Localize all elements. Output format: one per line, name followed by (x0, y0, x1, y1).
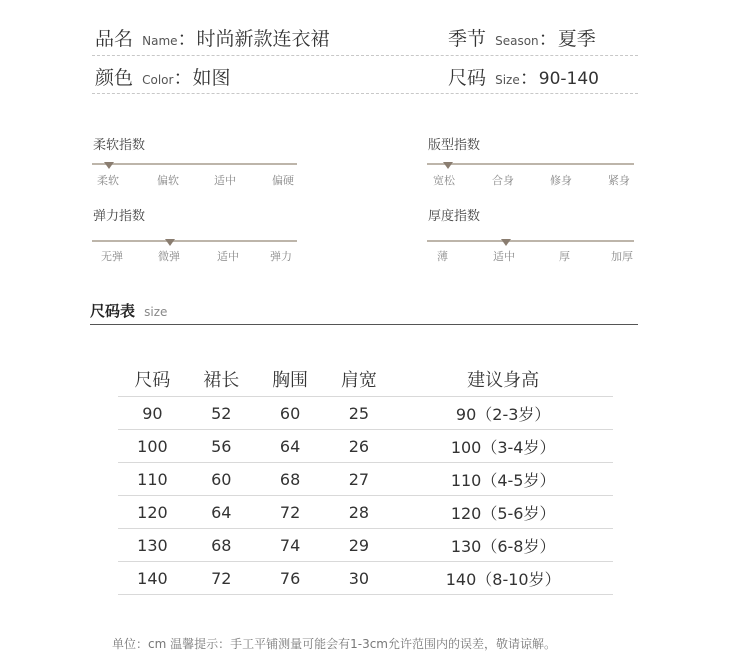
table-cell: 28 (324, 496, 393, 529)
table-cell: 25 (324, 397, 393, 430)
fit-tick: 修身 (550, 174, 572, 187)
color-row: 颜色 Color：如图 (95, 67, 231, 89)
fit-tick: 合身 (492, 174, 514, 187)
product-name-label: 品名 (95, 28, 134, 50)
table-row (118, 430, 613, 463)
table-cell: 26 (324, 430, 393, 463)
elasticity-index-title: 弹力指数 (93, 209, 146, 224)
elasticity-tick: 无弹 (101, 250, 123, 263)
season-value: 夏季 (557, 28, 596, 50)
table-cell: 27 (324, 463, 393, 496)
table-cell: 76 (256, 562, 325, 595)
color-label: 颜色 (95, 67, 134, 89)
size-label-en: Size (495, 73, 520, 87)
table-cell: 29 (324, 529, 393, 562)
table-cell: 110 (118, 463, 187, 496)
table-cell: 64 (187, 496, 256, 529)
thickness-tick: 加厚 (611, 250, 633, 263)
column-header: 肩宽 (340, 370, 377, 391)
table-cell: 90 (118, 397, 187, 430)
table-row (118, 496, 613, 529)
table-cell: 120 (118, 496, 187, 529)
table-header-row (118, 362, 613, 397)
fit-scale-line (427, 163, 634, 165)
elasticity-marker (165, 239, 175, 246)
size-value: 90-140 (538, 69, 599, 89)
thickness-tick: 厚 (559, 250, 570, 263)
table-cell: 60 (187, 463, 256, 496)
thickness-marker (501, 239, 511, 246)
table-cell: 90（2-3岁） (393, 397, 613, 430)
elasticity-tick: 弹力 (270, 250, 292, 263)
table-cell: 52 (187, 397, 256, 430)
size-chart-subtitle: size (144, 305, 168, 319)
table-row (118, 397, 613, 430)
table-cell: 30 (324, 562, 393, 595)
table-cell: 64 (256, 430, 325, 463)
softness-scale-line (92, 163, 297, 165)
table-cell: 130（6-8岁） (393, 529, 613, 562)
table-row (118, 529, 613, 562)
table-cell: 60 (256, 397, 325, 430)
column-header: 建议身高 (467, 370, 540, 391)
fit-tick: 紧身 (608, 174, 630, 187)
elasticity-tick: 适中 (217, 250, 239, 263)
fit-tick: 宽松 (433, 174, 455, 187)
thickness-index-title: 厚度指数 (428, 209, 481, 224)
size-row: 尺码 Size：90-140 (448, 67, 599, 89)
softness-tick: 适中 (214, 174, 236, 187)
product-name-value: 时尚新款连衣裙 (196, 28, 330, 50)
table-cell: 68 (256, 463, 325, 496)
softness-tick: 偏软 (157, 174, 179, 187)
softness-index-title: 柔软指数 (93, 138, 146, 153)
thickness-tick: 薄 (437, 250, 448, 263)
table-cell: 74 (256, 529, 325, 562)
column-header: 胸围 (272, 370, 309, 391)
fit-marker (443, 162, 453, 169)
product-name-row: 品名 Name：时尚新款连衣裙 (95, 28, 330, 50)
size-label: 尺码 (448, 67, 487, 89)
softness-tick: 柔软 (97, 174, 119, 187)
elasticity-tick: 微弹 (158, 250, 180, 263)
softness-tick: 偏硬 (272, 174, 294, 187)
table-cell: 72 (187, 562, 256, 595)
table-cell: 72 (256, 496, 325, 529)
table-cell: 120（5-6岁） (393, 496, 613, 529)
elasticity-scale-line (92, 240, 297, 242)
table-row (118, 562, 613, 595)
color-value: 如图 (192, 67, 231, 89)
divider (92, 55, 638, 56)
section-divider (90, 324, 638, 325)
size-chart-title: 尺码表 (90, 302, 136, 320)
softness-marker (104, 162, 114, 169)
season-label-en: Season (495, 34, 539, 48)
size-chart-heading (90, 300, 167, 321)
column-header: 尺码 (134, 370, 171, 391)
fit-index-title: 版型指数 (428, 138, 481, 153)
measurement-note: 单位：cm 温馨提示：手工平铺测量可能会有1-3cm允许范围内的误差，敬请谅解。 (112, 637, 556, 651)
thickness-scale-line (427, 240, 634, 242)
table-cell: 56 (187, 430, 256, 463)
color-label-en: Color (142, 73, 174, 87)
divider (92, 93, 638, 94)
season-row: 季节 Season：夏季 (448, 28, 596, 50)
season-label: 季节 (448, 28, 487, 50)
table-cell: 68 (187, 529, 256, 562)
product-name-label-en: Name (142, 34, 178, 48)
table-cell: 140（8-10岁） (393, 562, 613, 595)
thickness-tick: 适中 (493, 250, 515, 263)
column-header: 裙长 (203, 370, 240, 391)
table-cell: 100（3-4岁） (393, 430, 613, 463)
table-row (118, 463, 613, 496)
table-cell: 130 (118, 529, 187, 562)
table-cell: 110（4-5岁） (393, 463, 613, 496)
size-table (118, 362, 613, 595)
table-cell: 100 (118, 430, 187, 463)
table-cell: 140 (118, 562, 187, 595)
